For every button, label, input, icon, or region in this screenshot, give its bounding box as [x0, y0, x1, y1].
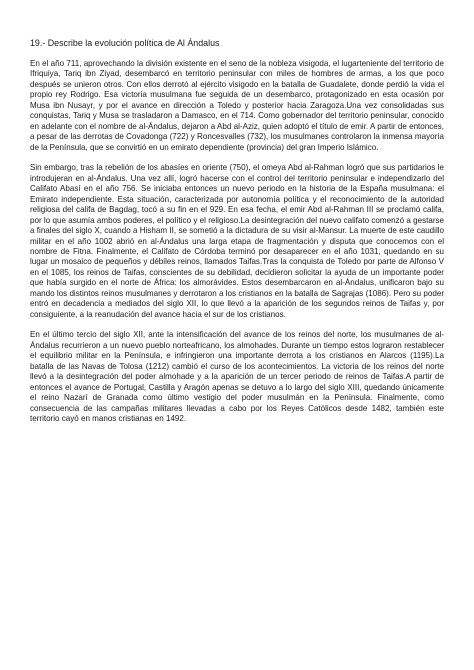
- paragraph-2: Sin embargo, tras la rebelión de los abasíes en oriente (750), el omeya Abd al-Rahman logró que sus partidarios le introdujeran en al-Ándalus. Una vez allí, logró hacerse con el control del territorio peninsular e independizarlo del Califato Abasí en el año 756. Se iniciaba entonces un nuevo periodo en la historia de la España musulmana: el Emirato independiente. Esta situación, caracterizada por autonomía política y el reconocimiento de la autoridad religiosa del califa de Bagdag, tocó a su fin en el 929. En esa fecha, el emir Abd al-Rahman III se proclamó califa, por lo que asumía ambos poderes, el político y el religioso.La desintegración del nuevo califato comenzó a gestarse a finales del siglo X, cuando a Hisham II, se sometió a la dictadura de su visir al-Mansur. La muerte de este caudillo militar en el año 1002 abrió en al-Ándalus una larga etapa de fragmentación y disputa que conocemos con el nombre de Fitna. Finalmente, el Califato de Córdoba terminó por desaparecer en el año 1031, quedando en su lugar un mosaico de pequeños y débiles reinos, llamados Taifas.Tras la conquista de Toledo por parte de Alfonso V en el 1085, los reinos de Taifas, conscientes de su debilidad, decidieron solicitar la ayuda de un importante poder que había surgido en el norte de África: los almorávides. Estos desembarcaron en al-Ándalus, unificaron bajo su mando los distintos reinos musulmanes y derrotaron a los cristianos en la batalla de Sagrajas (1086). Pero su poder entró en decadencia a mediados del siglo XII, lo que llevó a la aparición de los segundos reinos de Taifas y, por consiguiente, a la reanudación del avance hacia el sur de los cristianos.: [30, 163, 444, 319]
- paragraph-1: En el año 711, aprovechando la división existente en el seno de la nobleza visigoda, el lugarteniente del territorio de Ifriquiya, Tariq ibn Ziyad, desembarcó en territorio peninsular con miles de hombres de armas, a los que poco después se unieron otros. Con ellos derrotó al ejército visigodo en la batalla de Guadalete, donde perdió la vida el propio rey Rodrigo. Esa victoria musulmana fue seguida de un desembarco, protagonizado en esta ocasión por Musa ibn Nusayr, y por el avance en dirección a Toledo y posterior hacia Zaragoza.Una vez consolidadas sus conquistas, Tariq y Musa se trasladaron a Damasco, en el 714. Como gobernador del territorio peninsular, conocido en adelante con el nombre de al-Ándalus, dejaron a Abd al-Aziz, quien adoptó el título de emir. A partir de entonces, a pesar de las derrotas de Covadonga (722) y Roncesvalles (732), los musulmanes controlaron la inmensa mayoría de la Península, que se convirtió en un emirato dependiente (provincia) del gran Imperio Islámico.: [30, 59, 444, 152]
- paragraph-3: En el último tercio del siglo XII, ante la intensificación del avance de los reinos del norte, los musulmanes de al-Ándalus recurrieron a un nuevo pueblo norteafricano, los almohades. Durante un tiempo estos lograron restablecer el equilibrio militar en la Península, e infringieron una importante derrota a los cristianos en Alarcos (1195).La batalla de las Navas de Tolosa (1212) cambió el curso de los acontecimientos. La victoria de los reinos del norte llevó a la desintegración del poder almohade y a la aparición de un tercer periodo de reinos de Taifas.A partir de entonces el avance de Portugal, Castilla y Aragón apenas se detuvo a lo largo del siglo XIII, quedando únicamente el reino Nazarí de Granada como último vestigio del poder musulmán en la Península. Finalmente, como consecuencia de las campañas militares llevadas a cabo por los Reyes Católicos desde 1482, también este territorio cayó en manos cristianas en 1492.: [30, 330, 444, 424]
- document-title: 19.- Describe la evolución política de Al Ándalus: [30, 38, 220, 48]
